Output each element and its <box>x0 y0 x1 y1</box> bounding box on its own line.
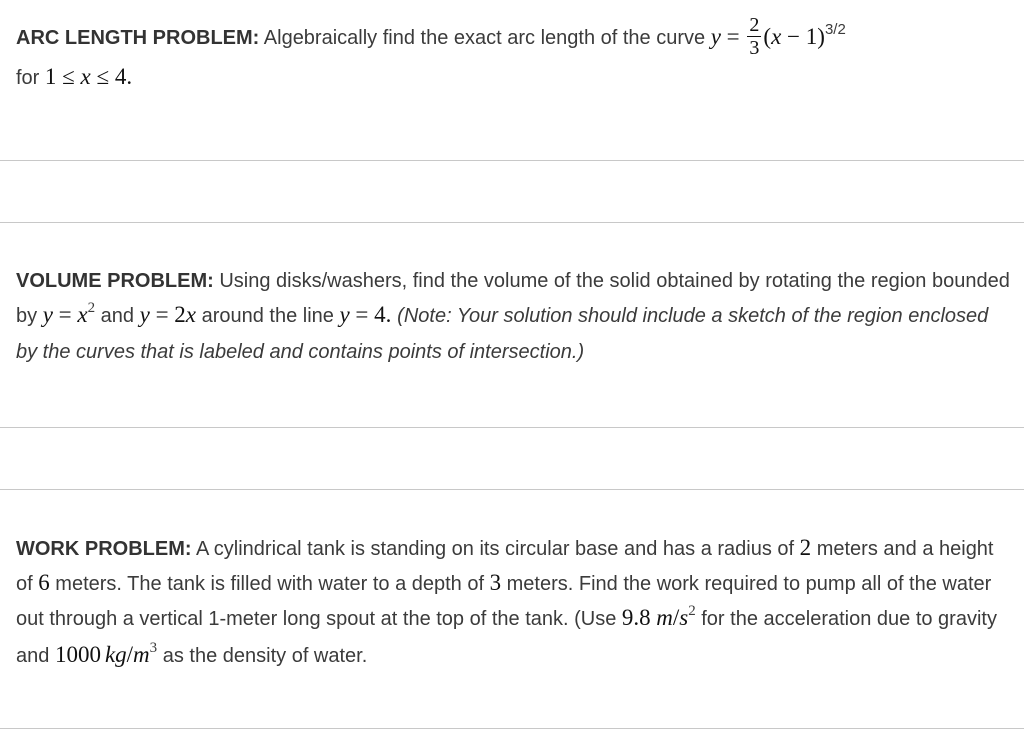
math-y: y <box>710 23 721 49</box>
math-unit-m: m <box>133 642 150 667</box>
math-density: 1000 <box>54 642 101 667</box>
math-x: x <box>77 302 88 327</box>
work-text-4: meters. Find the work required to pump all of the water out through a vertical 1-meter long spout at the top of the tank. (Use <box>16 573 992 630</box>
volume-heading: VOLUME PROBLEM: <box>16 270 214 292</box>
math-slash: / <box>672 605 680 630</box>
math-exponent: 2 <box>87 300 96 316</box>
math-bound-var: x <box>80 64 91 89</box>
math-slash: / <box>126 642 134 667</box>
work-text-6: as the density of water. <box>157 645 368 667</box>
work-text-3: meters. The tank is filled with water to a depth of <box>49 573 490 595</box>
math-exponent: 3 <box>149 640 158 656</box>
math-period: . <box>126 64 133 89</box>
math-x: x <box>771 23 782 49</box>
math-bound-low: 1 ≤ <box>44 64 81 89</box>
math-unit-m: m <box>656 605 673 630</box>
work-text-2: meters and a height of <box>16 538 994 595</box>
divider-3 <box>0 427 1024 428</box>
arc-length-text-2: for <box>16 67 45 89</box>
math-unit-s: s <box>679 605 689 630</box>
work-text-5: for the acceleration due to gravity and <box>16 608 997 667</box>
math-radius: 2 <box>799 535 812 560</box>
math-paren: ( <box>763 23 772 49</box>
math-period: . <box>385 302 398 327</box>
math-gravity: 9.8 <box>621 605 651 630</box>
math-equals-four: = 4 <box>349 302 386 327</box>
volume-text: Using disks/washers, find the volume of the solid obtained by rotating the region bounded by <box>16 270 1010 327</box>
math-exponent: 2 <box>688 603 696 619</box>
math-x: x <box>185 302 197 327</box>
math-equals-two: = 2 <box>149 302 186 327</box>
math-y: y <box>339 302 350 327</box>
math-bound-high: ≤ 4 <box>90 64 127 89</box>
math-depth: 3 <box>489 570 502 595</box>
work-text: A cylindrical tank is standing on its circular base and has a radius of <box>191 538 800 560</box>
math-height: 6 <box>38 570 50 595</box>
divider-1 <box>0 160 1024 161</box>
work-heading: WORK PROBLEM: <box>16 538 192 560</box>
divider-2 <box>0 222 1024 223</box>
volume-text-and: and <box>95 305 140 327</box>
math-y: y <box>139 302 150 327</box>
volume-problem <box>16 264 1012 369</box>
math-equals: = <box>52 302 78 327</box>
fraction-two-thirds <box>747 15 761 58</box>
fraction-numerator: 2 <box>749 14 760 36</box>
divider-5 <box>0 728 1024 729</box>
volume-text-2: around the line <box>196 305 340 327</box>
math-exponent: 3/2 <box>824 20 846 38</box>
volume-note: (Note: Your solution should include a sketch of the region enclosed by the curves that is labeled and contains points of intersection.) <box>16 305 989 363</box>
math-y: y <box>42 302 53 327</box>
arc-length-heading: ARC LENGTH PROBLEM: <box>16 26 260 49</box>
work-problem <box>16 531 1012 675</box>
math-minus-one: − 1) <box>781 23 825 49</box>
arc-length-problem <box>16 14 1012 95</box>
math-equals: = <box>720 23 746 49</box>
math-unit-kg: kg <box>104 642 127 667</box>
divider-4 <box>0 489 1024 490</box>
fraction-denominator: 3 <box>749 37 760 59</box>
arc-length-text: Algebraically find the exact arc length of the curve <box>259 26 711 49</box>
